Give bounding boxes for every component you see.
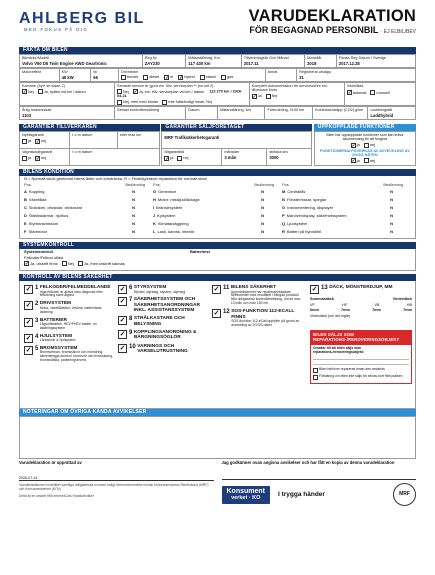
condition-rating: N (261, 197, 264, 203)
condition-rating: N (390, 189, 393, 195)
condition-item-m: M Centrallås N (282, 189, 393, 195)
condition-item-p: P Manöverdisplay, säkerhetssystem N (282, 213, 393, 219)
fuel-checkbox-bensin[interactable] (121, 75, 126, 80)
header (19, 8, 416, 46)
seller-warranty: GARANTIER SÄLJFÖRETAGET MRF Trafiksäkerhetsgaranti Bilgarantitid ✓ja nej månader 3 mån sträcka km 3000 (161, 123, 312, 166)
document-title: VARUDEKLARATION FÖR BEGAGNAD PERSONBIL · EJ ELBIL/BEV (248, 7, 416, 35)
condition-item-i: I Bränslesystem N (153, 205, 264, 211)
condition-rating: N (261, 205, 264, 211)
condition-rating: N (261, 189, 264, 195)
condition-col-2: Pos. Bedömning G Generator N H Motor: missljud/läckage N I Bränslesystem N J Kylsystem N K Klimatanläggning N L Lack, kaross, interiör N (153, 183, 282, 236)
service-value: 113 270 km / 2026-04-21 (117, 89, 243, 99)
timing-belt-no-checkbox[interactable]: ✓ (23, 89, 27, 95)
control-item-5: ✓ 5 BROMSSYSTEM Bromsverkan, bromsskivor och mönstring, bilmeisbeggs kontroll, bromsrör och bromsslang, bromsvätska, parkeringsbroms (25, 345, 113, 362)
fuel-options: bensin diesel ✓el ✓hybrid etanol gas (121, 75, 263, 80)
fuel-checkbox-el[interactable]: ✓ (165, 75, 170, 81)
manufacturer-warranty: GARANTIER TILLVERKAREN Nybilsgaranti ja ✓nej t o m datum eller max km Vagnskadegaranti ja ✓nej t o m datum (19, 123, 160, 166)
condition-rating: N (132, 197, 135, 203)
servicebook-yes-checkbox[interactable]: ✓ (252, 93, 257, 99)
condition-rating: N (261, 229, 264, 235)
mrf-seal-icon: MRF (393, 483, 416, 506)
condition-item-c: C Slutväxel, drivaxlar, drivknutar N (24, 205, 135, 211)
condition-item-o: O Instrumentering, displayer N (282, 205, 393, 211)
condition-item-l: L Lack, kaross, interiör N (153, 229, 264, 235)
control-item-3: ✓ 3 BATTERIER Lågvoltsbatteri, HEV/PHEV batteri, ev. laddningssystem (25, 317, 98, 330)
system-check: Systemkontroll Batteritest Felkoder/Felkod utläst ✓Ja, utskrift finns Nej Ja, men utskrift saknas (19, 249, 416, 271)
tyre-table: Sommardäck Vinterdäck (310, 297, 412, 302)
condition-rating: N (132, 189, 135, 195)
control-item-12: ✓ 12 SOS-FUNKTION 112-ECALL FINNS SOS-funktion 112-eCall uppfyller på grund av avveckling av 2G/3G-näten (213, 309, 300, 327)
condition-rating: N (132, 213, 135, 219)
control-item-11: ✓ 11 BILENS SÄKERHET Uppmärksamhet har reparerats/skadats förekomster med resultatet i bifogad protokoll från obligatorisk kontrollbesiktning, om tid max 13 mån och max 150 mil (213, 285, 301, 306)
condition-rating: N (261, 221, 264, 227)
service-yes-checkbox[interactable]: ✓ (133, 89, 138, 95)
condition-item-d: D Stänkskärmar, hjulhus N (24, 213, 135, 219)
mileage-value: 117 430 km (188, 60, 211, 66)
servicebook-no-checkbox[interactable] (266, 94, 271, 99)
control-item-9: ✓ 9 KOPPLINGSANORDNING & BÄRGNINGSÖGLOR (119, 329, 197, 341)
control-item-1: ✓ 1 FELKODER/FELMEDDELANDE Inga felkoder är aktiva utan diagnose eller felsökning samt åtgärd (25, 285, 111, 298)
control-item-8: ✓ 8 STRÅLKASTARE OCH BELYSNING (119, 316, 185, 327)
condition-bar: BILENS KONDITION (19, 169, 416, 176)
connected-functions: UPPKOPPLADE FUNKTIONER Bilen har uppkopplade funktioner som kan kräva abonnemang för att fungera ✓ja nej FUNKTIONERNA PÅVERKAS AV AVVECKLING AV 2G/3G-NÄTEN ✓ja nej (314, 123, 416, 166)
fuel-checkbox-hybrid[interactable]: ✓ (179, 75, 184, 81)
condition-item-a: A Koppling N (24, 189, 135, 195)
timing-belt-yes-checkbox[interactable] (38, 89, 43, 94)
condition-section: N = Normalt skick gentemot bilens ålder och körsträcka, R = Felaktig/kräver reparation för normalt skick Pos. Bedömning A Koppling N B Växellåda N C Slutväxel, drivaxlar, drivknutar N D Stänkskärmar, hjulhus N E Styrtransmission N F Startmotor N Pos. Bedömning G Generator N H Motor: missljud/läckage N I Bränslesystem N J Kylsystem N K Klimatanläggning N L Lack, kaross, interiör N Pos. Bedömning M Centrallås N N Fönsterhissar, speglar N O Instrumentering, displayer N P Manöverdisplay, säkerhetssystem N Q Ljudsystem N R Batteri på hybrid/bil N (19, 176, 416, 239)
safety-control: ✓ 1 FELKODER/FELMEDDELANDE Inga felkoder är aktiva utan diagnose eller felsökning samt åtgärd ✓ 2 DRIVSYSTEM Motor, växellåda/kor, drivlina, batteri/tank, laddning ✓ 3 BATTERIER Lågvoltsbatteri, HEV/PHEV batteri, ev. laddningssystem ✓ 4 HJULSYSTEM Lärkarmar & hjulsystem ✓ 5 BROMSSYSTEM Bromsverkan, bromsskivor och mönstring, bilmeisbeggs kontroll, bromsrör och bromsslang, bromsvätska, parkeringsbroms ✓ 6 STYRSYSTEM Styrled, styrstag, styrarm, styrning ✓ 7 SÄKERHETSSYSTEM OCH SÄKERHETSANORDNINGAR INKL. ASSISTANSSYSTEM ✓ 8 STRÅLKASTARE OCH BELYSNING ✓ 9 KOPPLINGSANORDNING & BÄRGNINGSÖGLOR ✓ 10 VARNINGS OCH VARSELUTRUSTNING ✓ 11 BILENS SÄKERHET Uppmärksamhet har reparerats/skadats förekomster med resultatet i bifogad protokoll från obligatorisk kontrollbesiktning, om tid max 13 mån och max 150 mil ✓ 12 SOS-FUNKTION 112-ECALL FINNS SOS-funktion 112-eCall uppfyller på grund av avveckling av 2G/3G-näten ✓ 13 DÄCK, MÖNSTERDJUP, MM Sommardäck Vinterdäck VF HF VB HB 6mm 7mm 7mm 7mm Vinterdäck (om det ingår) BILEN SÄLJS SOM REPARATIONS-/RENOVERINGSOBJEKT Orsaker till att bilen säljs som reparations-/renoveringsobjekt: Bilen behöver repareras innan den används Förklaring om bilen inte säljs för att tas bort från platsen (19, 281, 416, 409)
condition-rating: N (390, 213, 393, 219)
gearbox-auto-checkbox[interactable]: ✓ (347, 90, 352, 96)
condition-rating: N (132, 229, 135, 235)
control-item-2: ✓ 2 DRIVSYSTEM Motor, växellåda/kor, drivlina, batteri/tank, laddning (25, 301, 103, 314)
condition-rating: N (390, 229, 393, 235)
signature-section: Varudeklaration är upprättad av 2026-07-14 Varudeklarationen innehåller samtliga obligatoriska moment enligt överenskommelse mellan Motorbranschens Riksförbund (MRF) och Konsumentverket (KOV) Detta är en utskrift från InternetCars Handlarbutiker Jag godkänner ovan angivna avvikelser och har fått en kopia av denna varudeklaration Konsument verket · KO I trygga händer MRF (19, 461, 416, 506)
condition-item-r: R Batteri på hybrid/bil N (282, 229, 393, 235)
repair-object: BILEN SÄLJS SOM REPARATIONS-/RENOVERINGSOBJEKT Orsaker till att bilen säljs som reparations-/renoveringsobjekt: Bilen behöver repareras innan den används Förklaring om bilen inte säljs för att tas bort från platsen (310, 330, 412, 384)
varudeklaration-page: AHLBERG BIL MED FOKUS PÅ DIG VARUDEKLARATION FÖR BEGAGNAD PERSONBIL · EJ ELBIL/BEV FAKTA OM BILEN Bilmärke/Modell Volvo V60 D5 Twin Engine AWD Geartronic Reg Nr ZAY230 Mätarställning, Km 117 430 km Tillverkningsår Och Månad 2017.11 Modellår 2018 Första Reg Datum I Sverige 2017.12.28 Motoreffekt KW 49 kW hk 66 Drivmedel bensin diesel ✓el ✓hybrid etanol gas Annat Registrerat utsläpp 31 Kamrem (byt* se sidan 2) ✓Nej Ja, byttes vid km / datum Senaste service är gjord enl. tillv. serviceplan ** (se sid 2) Nej ✓Ja, enl. tillv. serviceplan vid km / datum 113 270 km / 2026-04-21 Nej, men med brister Inte fullständigt innan, Nej Komplett dokumentation för serviceutföre enl. tillverkare finns ✓Ja Nej Växellåda ✓automat manuell Årlig fordonsskatt 1103 Senast kontrollbesiktning Datum Mätarställning, km Förbrukning, l/100 km Koldioxidutsläpp (CO2),g/km Laddningsätt Laddhybrid GARANTIER TILLVERKAREN Nybilsgaranti ja ✓nej t o m datum eller max km Vagnskadegaranti ja ✓nej t o m datum GARANTIER SÄLJFÖRETAGET MRF Trafiksäkerhetsgaranti Bilgarantitid ✓ja nej månader 3 mån sträcka km 3000 UPPKOPPLADE FUNKTIONER Bilen har uppkopplade funktioner som kan kräva abonnemang för att fungera ✓ja nej FUNKTIONERNA PÅVERKAS AV AVVECKLING AV 2G/3G-NÄTEN ✓ja nej BILENS KONDITION N = Normalt skick gentemot bilens ålder och körsträcka, R = Felaktig/kräver reparation för normalt skick Pos. Bedömning A Koppling N B Växellåda N C Slutväxel, drivaxlar, drivknutar N D Stänkskärmar, hjulhus N E Styrtransmission N F Startmotor N Pos. Bedömning G Generator N H Motor: missljud/läckage N I Bränslesystem N J Kylsystem N K Klimatanläggning N L Lack, kaross, interiör N Pos. Bedömning M Centrallås N N Fönsterhissar, speglar N O Instrumentering, displayer N P Manöverdisplay, säkerhetssystem N Q Ljudsystem N R Batteri på hybrid/bil N SYSTEMKONTROLL Systemkontroll Batteritest Felkoder/Felkod utläst ✓Ja, utskrift finns Nej Ja, men utskrift saknas KONTROLL AV BILENS SÄKERHET ✓ 1 FELKODER/FELMEDDELANDE Inga felkoder är aktiva utan diagnose eller felsökning samt åtgärd ✓ 2 DRIVSYSTEM Motor, växellåda/kor, drivlina, batteri/tank, laddning ✓ 3 BATTERIER Lågvoltsbatteri, HEV/PHEV batteri, ev. laddningssystem ✓ 4 HJULSYSTEM Lärkarmar & hjulsystem ✓ 5 BROMSSYSTEM Bromsverkan, bromsskivor och mönstring, bilmeisbeggs kontroll, bromsrör och bromsslang, bromsvätska, parkeringsbroms ✓ 6 STYRSYSTEM Styrled, styrstag, styrarm, styrning ✓ 7 SÄKERHETSSYSTEM OCH SÄKERHETSANORDNINGAR INKL. ASSISTANSSYSTEM ✓ 8 STRÅLKASTARE OCH BELYSNING ✓ 9 KOPPLINGSANORDNING & BÄRGNINGSÖGLOR ✓ 10 VARNINGS OCH VARSELUTRUSTNING ✓ 11 BILENS SÄKERHET Uppmärksamhet har reparerats/skadats förekomster med resultatet i bifogad protokoll från obligatorisk kontrollbesiktning, om tid max 13 mån och max 150 mil ✓ 12 SOS-FUNKTION 112-ECALL FINNS SOS-funktion 112-eCall uppfyller på grund av avveckling av 2G/3G-näten ✓ 13 DÄCK, MÖNSTERDJUP, MM Sommardäck Vinterdäck VF HF VB HB 6mm 7mm 7mm 7mm Vinterdäck (om det ingår) BILEN SÄLJS SOM REPARATIONS-/RENOVERINGSOBJEKT Orsaker till att bilen säljs som reparations-/renoveringsobjekt: Bilen behöver repareras innan den används Förklaring om bilen inte säljs för att tas bort från platsen NOTERINGAR OM ÖVRIGA KÄNDA AVVIKELSER Varudeklaration är upprättad av 2026-07-14 Varudeklarationen innehåller samtliga obligatoriska moment enligt överenskommelse mellan Motorbranschens Riksförbund (MRF) och Konsumentverket (KOV) Detta är en utskrift från InternetCars Handlarbutiker Jag godkänner ovan angivna avvikelser och har fått en kopia av denna varudeklaration Konsument verket · KO I trygga händer MRF (0, 0, 435, 575)
control-item-13: ✓ 13 DÄCK, MÖNSTERDJUP, MM (311, 285, 393, 294)
condition-item-n: N Fönsterhissar, speglar N (282, 197, 393, 203)
condition-item-e: E Styrtransmission N (24, 221, 135, 227)
reg-value: ZAY230 (144, 60, 160, 66)
condition-col-1: Pos. Bedömning A Koppling N B Växellåda N C Slutväxel, drivaxlar, drivknutar N D Stänkskärmar, hjulhus N E Styrtransmission N F Startmotor N (24, 183, 153, 236)
condition-item-q: Q Ljudsystem N (282, 221, 393, 227)
fuel-checkbox-etanol[interactable] (200, 75, 205, 80)
notes-field[interactable] (19, 416, 416, 459)
control-item-4: ✓ 4 HJULSYSTEM Lärkarmar & hjulsystem (25, 333, 76, 342)
konsumentverket-logo: Konsument verket · KO (222, 486, 271, 504)
condition-rating: N (390, 205, 393, 211)
fuel-checkbox-gas[interactable] (221, 75, 226, 80)
facts-bar: FAKTA OM BILEN (19, 47, 416, 54)
condition-item-f: F Startmotor N (24, 229, 135, 235)
make-value: Volvo V60 D5 Twin Engine AWD Geartronic (22, 60, 107, 66)
dealer-logo: AHLBERG BIL MED FOKUS PÅ DIG (19, 10, 145, 32)
subtitle: FÖR BEGAGNAD PERSONBIL (249, 25, 379, 35)
control-item-7: ✓ 7 SÄKERHETSSYSTEM OCH SÄKERHETSANORDNINGAR INKL. ASSISTANSSYSTEM (119, 297, 200, 314)
facts-table: Bilmärke/Modell Volvo V60 D5 Twin Engine AWD Geartronic Reg Nr ZAY230 Mätarställning, Km 117 430 km Tillverkningsår Och Månad 2017.11 Modellår 2018 Första Reg Datum I Sverige 2017.12.28 (19, 54, 416, 68)
fuel-checkbox-diesel[interactable] (143, 75, 148, 80)
condition-rating: N (132, 205, 135, 211)
condition-col-3: Pos. Bedömning M Centrallås N N Fönsterhissar, speglar N O Instrumentering, displayer N P Manöverdisplay, säkerhetssystem N Q Ljudsystem N R Batteri på hybrid/bil N (282, 183, 411, 236)
condition-item-h: H Motor: missljud/läckage N (153, 197, 264, 203)
control-item-6: ✓ 6 STYRSYSTEM Styrled, styrstag, styrarm, styrning (119, 285, 186, 294)
condition-rating: N (390, 221, 393, 227)
condition-rating: N (261, 213, 264, 219)
condition-item-k: K Klimatanläggning N (153, 221, 264, 227)
condition-item-b: B Växellåda N (24, 197, 135, 203)
gearbox-manual-checkbox[interactable] (370, 90, 375, 95)
notes-section: NOTERINGAR OM ÖVRIGA KÄNDA AVVIKELSER (19, 409, 416, 459)
condition-rating: N (390, 197, 393, 203)
control-item-10: ✓ 10 VARNINGS OCH VARSELUTRUSTNING (119, 343, 188, 354)
condition-item-j: J Kylsystem N (153, 213, 264, 219)
condition-item-g: G Generator N (153, 189, 264, 195)
condition-rating: N (132, 221, 135, 227)
